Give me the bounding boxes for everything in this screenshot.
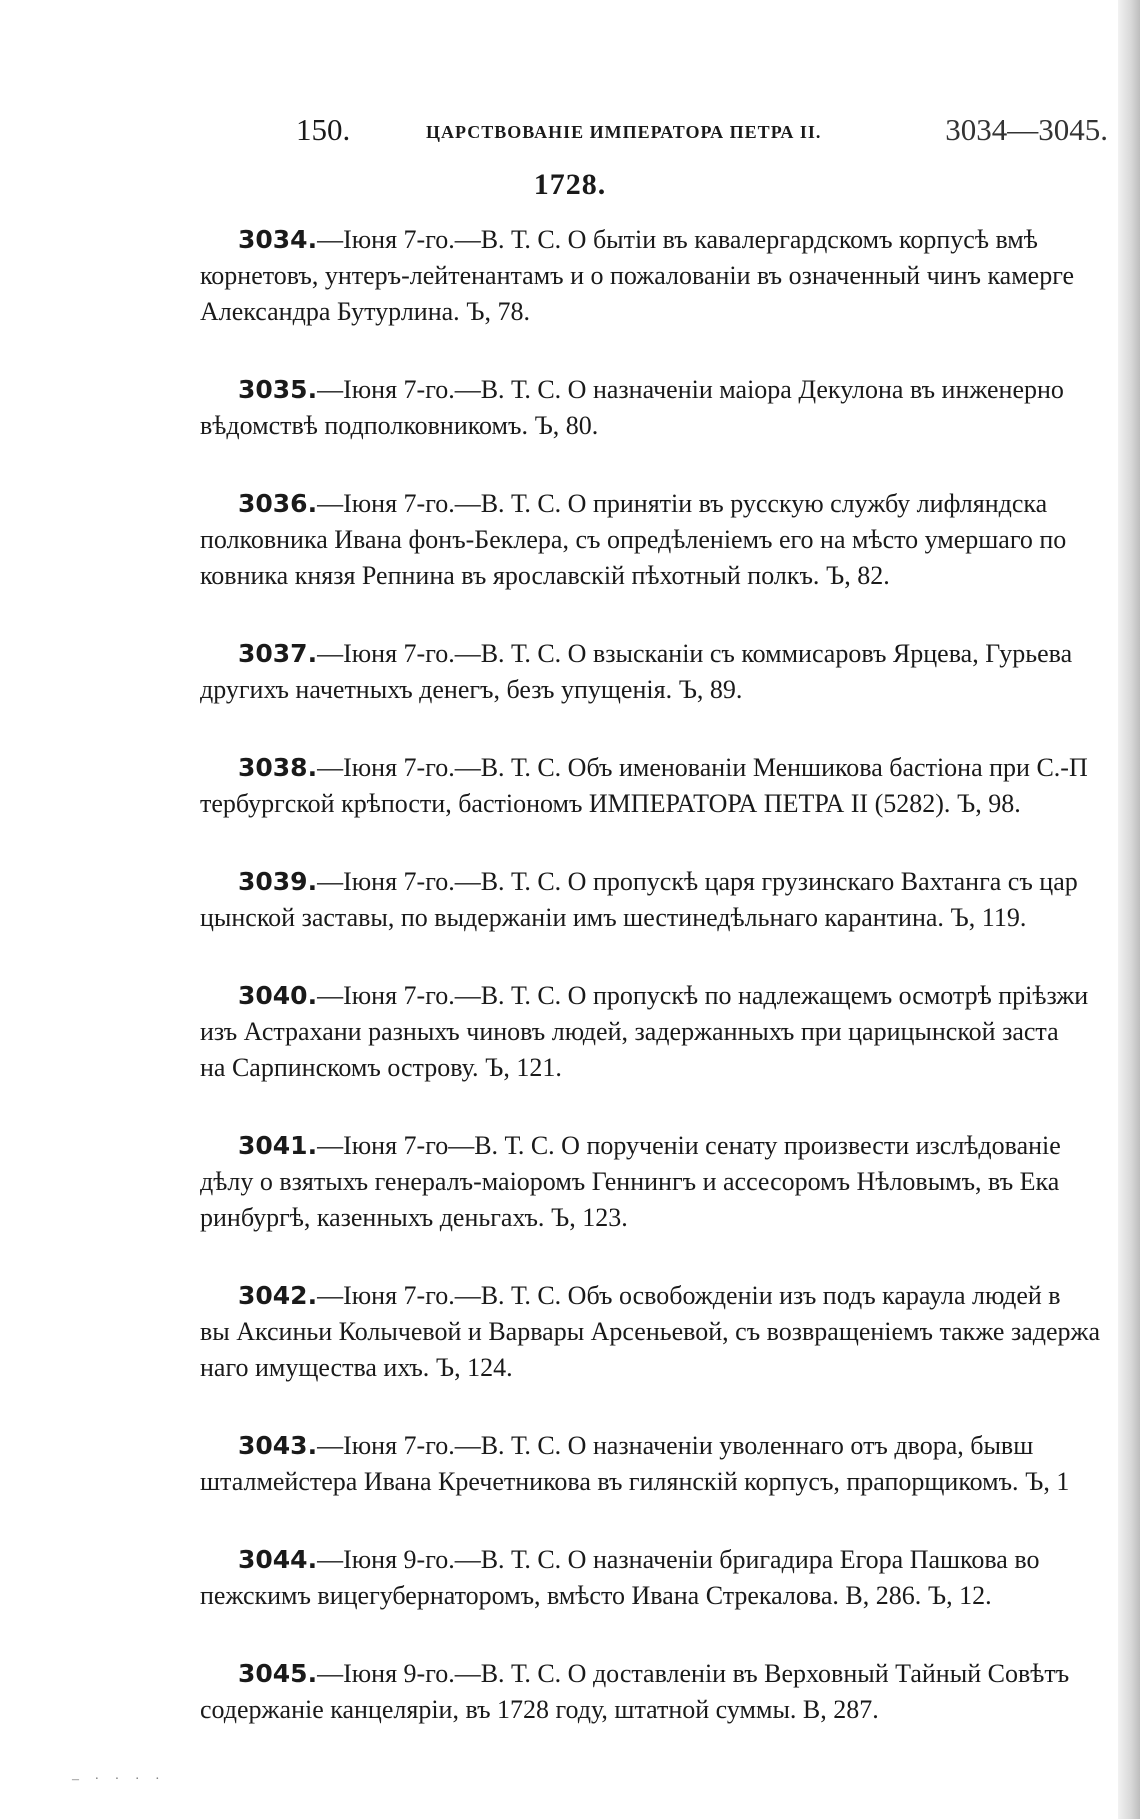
entry-text: изъ Астрахани разныхъ чиновъ людей, задержанныхъ при царицынской заста xyxy=(200,1017,1059,1046)
entry-line xyxy=(200,486,1120,522)
entry-line xyxy=(200,672,1120,708)
page-edge-shadow xyxy=(1118,0,1140,1819)
entry-text: корнетовъ, унтеръ-лейтенантамъ и о пожалованіи въ означенный чинъ камерге xyxy=(200,261,1075,290)
entry-text: вы Аксиньи Колычевой и Варвары Арсеньевой, съ возвращеніемъ также задержа xyxy=(200,1317,1101,1346)
entry-line xyxy=(200,1128,1120,1164)
entry-line xyxy=(200,522,1120,558)
entry-line xyxy=(200,978,1120,1014)
entry-text: полковника Ивана фонъ-Беклера, съ опредѣленіемъ его на мѣсто умершаго по xyxy=(200,525,1067,554)
entry-text: содержаніе канцеляріи, въ 1728 году, штатной суммы. В, 287. xyxy=(200,1695,879,1724)
entry-text: тербургской крѣпости, бастіономъ ИМПЕРАТОРА ПЕТРА II (5282). Ъ, 98. xyxy=(200,789,1021,818)
decree-entry xyxy=(200,1656,1120,1728)
entry-text: —Іюня 7-го.—В. Т. С. О пропускѣ по надлежащемъ осмотрѣ пріѣзжи xyxy=(317,981,1089,1010)
entry-number: 3036. xyxy=(238,489,318,518)
running-title: ЦАРСТВОВАНІЕ ИМПЕРАТОРА ПЕТРА II. xyxy=(426,122,822,142)
entry-number: 3037. xyxy=(238,639,318,668)
entry-text: —Іюня 9-го.—В. Т. С. О доставленіи въ Верховный Тайный Совѣтъ xyxy=(317,1659,1070,1688)
entry-text: цынской заставы, по выдержаніи имъ шестинедѣльнаго карантина. Ъ, 119. xyxy=(200,903,1027,932)
decree-entry xyxy=(200,1542,1120,1614)
decree-entry xyxy=(200,750,1120,822)
footer-marks: – · · · · xyxy=(72,1772,166,1787)
entry-text: дѣлу о взятыхъ генералъ-маіоромъ Геннингъ и ассесоромъ Нѣловымъ, въ Ека xyxy=(200,1167,1060,1196)
entry-line xyxy=(200,1692,1120,1728)
decree-entry xyxy=(200,1128,1120,1236)
entry-line xyxy=(200,1050,1120,1086)
entry-line xyxy=(200,258,1120,294)
entry-text: наго имущества ихъ. Ъ, 124. xyxy=(200,1353,513,1382)
decree-entry xyxy=(200,636,1120,708)
entry-number: 3042. xyxy=(238,1281,318,1310)
entry-number: 3045. xyxy=(238,1659,318,1688)
entry-text: —Іюня 7-го.—В. Т. С. Объ освобожденіи изъ подъ караула людей в xyxy=(317,1281,1061,1310)
entry-line xyxy=(200,294,1120,330)
entry-line xyxy=(200,1350,1120,1386)
entry-line xyxy=(200,1314,1120,1350)
entry-text: вѣдомствѣ подполковникомъ. Ъ, 80. xyxy=(200,411,599,440)
entry-text: ковника князя Репнина въ ярославскій пѣхотный полкъ. Ъ, 82. xyxy=(200,561,890,590)
entry-line xyxy=(200,750,1120,786)
decree-entry xyxy=(200,1428,1120,1500)
entry-number: 3038. xyxy=(238,753,318,782)
page-number: 150. xyxy=(296,112,351,147)
entry-line xyxy=(200,636,1120,672)
running-header xyxy=(296,112,1108,152)
entry-number: 3034. xyxy=(238,225,318,254)
entry-text: Александра Бутурлина. Ъ, 78. xyxy=(200,297,531,326)
entry-number: 3044. xyxy=(238,1545,318,1574)
entry-number: 3040. xyxy=(238,981,318,1010)
entry-line xyxy=(200,1014,1120,1050)
decree-entry xyxy=(200,222,1120,330)
decree-entry xyxy=(200,1278,1120,1386)
entry-text: —Іюня 7-го.—В. Т. С. О назначеніи уволеннаго отъ двора, бывш xyxy=(317,1431,1034,1460)
decree-entry xyxy=(200,372,1120,444)
entry-number: 3039. xyxy=(238,867,318,896)
entry-line xyxy=(200,558,1120,594)
entry-text: шталмейстера Ивана Кречетникова въ гилянскій корпусъ, прапорщикомъ. Ъ, 1 xyxy=(200,1467,1070,1496)
entry-text: ринбургѣ, казенныхъ деньгахъ. Ъ, 123. xyxy=(200,1203,628,1232)
entry-text: —Іюня 9-го.—В. Т. С. О назначеніи бригадира Егора Пашкова во xyxy=(317,1545,1040,1574)
entry-text: —Іюня 7-го.—В. Т. С. О бытіи въ кавалергардскомъ корпусѣ вмѣ xyxy=(317,225,1038,254)
entry-line xyxy=(200,408,1120,444)
entry-line xyxy=(200,1578,1120,1614)
entry-line xyxy=(200,864,1120,900)
entry-text: —Іюня 7-го—В. Т. С. О порученіи сенату произвести изслѣдованіе xyxy=(317,1131,1061,1160)
entry-line xyxy=(200,222,1120,258)
entry-number: 3041. xyxy=(238,1131,318,1160)
entry-line xyxy=(200,1200,1120,1236)
entry-text: на Сарпинскомъ острову. Ъ, 121. xyxy=(200,1053,562,1082)
entry-line xyxy=(200,1464,1120,1500)
entry-list xyxy=(200,222,1120,1770)
year-heading: 1728. xyxy=(533,168,607,201)
entry-line xyxy=(200,1656,1120,1692)
entry-text: пежскимъ вицегубернаторомъ, вмѣсто Ивана Стрекалова. В, 286. Ъ, 12. xyxy=(200,1581,992,1610)
entry-text: другихъ начетныхъ денегъ, безъ упущенія. Ъ, 89. xyxy=(200,675,743,704)
entry-text: —Іюня 7-го.—В. Т. С. О пропускѣ царя грузинскаго Вахтанга съ цар xyxy=(317,867,1078,896)
entry-line xyxy=(200,1278,1120,1314)
decree-entry xyxy=(200,486,1120,594)
entry-line xyxy=(200,1542,1120,1578)
entry-number: 3043. xyxy=(238,1431,318,1460)
entry-text: —Іюня 7-го.—В. Т. С. О принятіи въ русскую службу лифляндска xyxy=(317,489,1048,518)
entry-line xyxy=(200,900,1120,936)
entry-line xyxy=(200,786,1120,822)
entry-range: 3034—3045. xyxy=(945,112,1108,147)
entry-text: —Іюня 7-го.—В. Т. С. Объ именованіи Меншикова бастіона при С.-П xyxy=(317,753,1088,782)
entry-line xyxy=(200,1428,1120,1464)
decree-entry xyxy=(200,864,1120,936)
decree-entry xyxy=(200,978,1120,1086)
entry-line xyxy=(200,372,1120,408)
entry-number: 3035. xyxy=(238,375,318,404)
entry-text: —Іюня 7-го.—В. Т. С. О назначеніи маіора Декулона въ инженерно xyxy=(317,375,1064,404)
entry-line xyxy=(200,1164,1120,1200)
entry-text: —Іюня 7-го.—В. Т. С. О взысканіи съ коммисаровъ Ярцева, Гурьева xyxy=(317,639,1073,668)
